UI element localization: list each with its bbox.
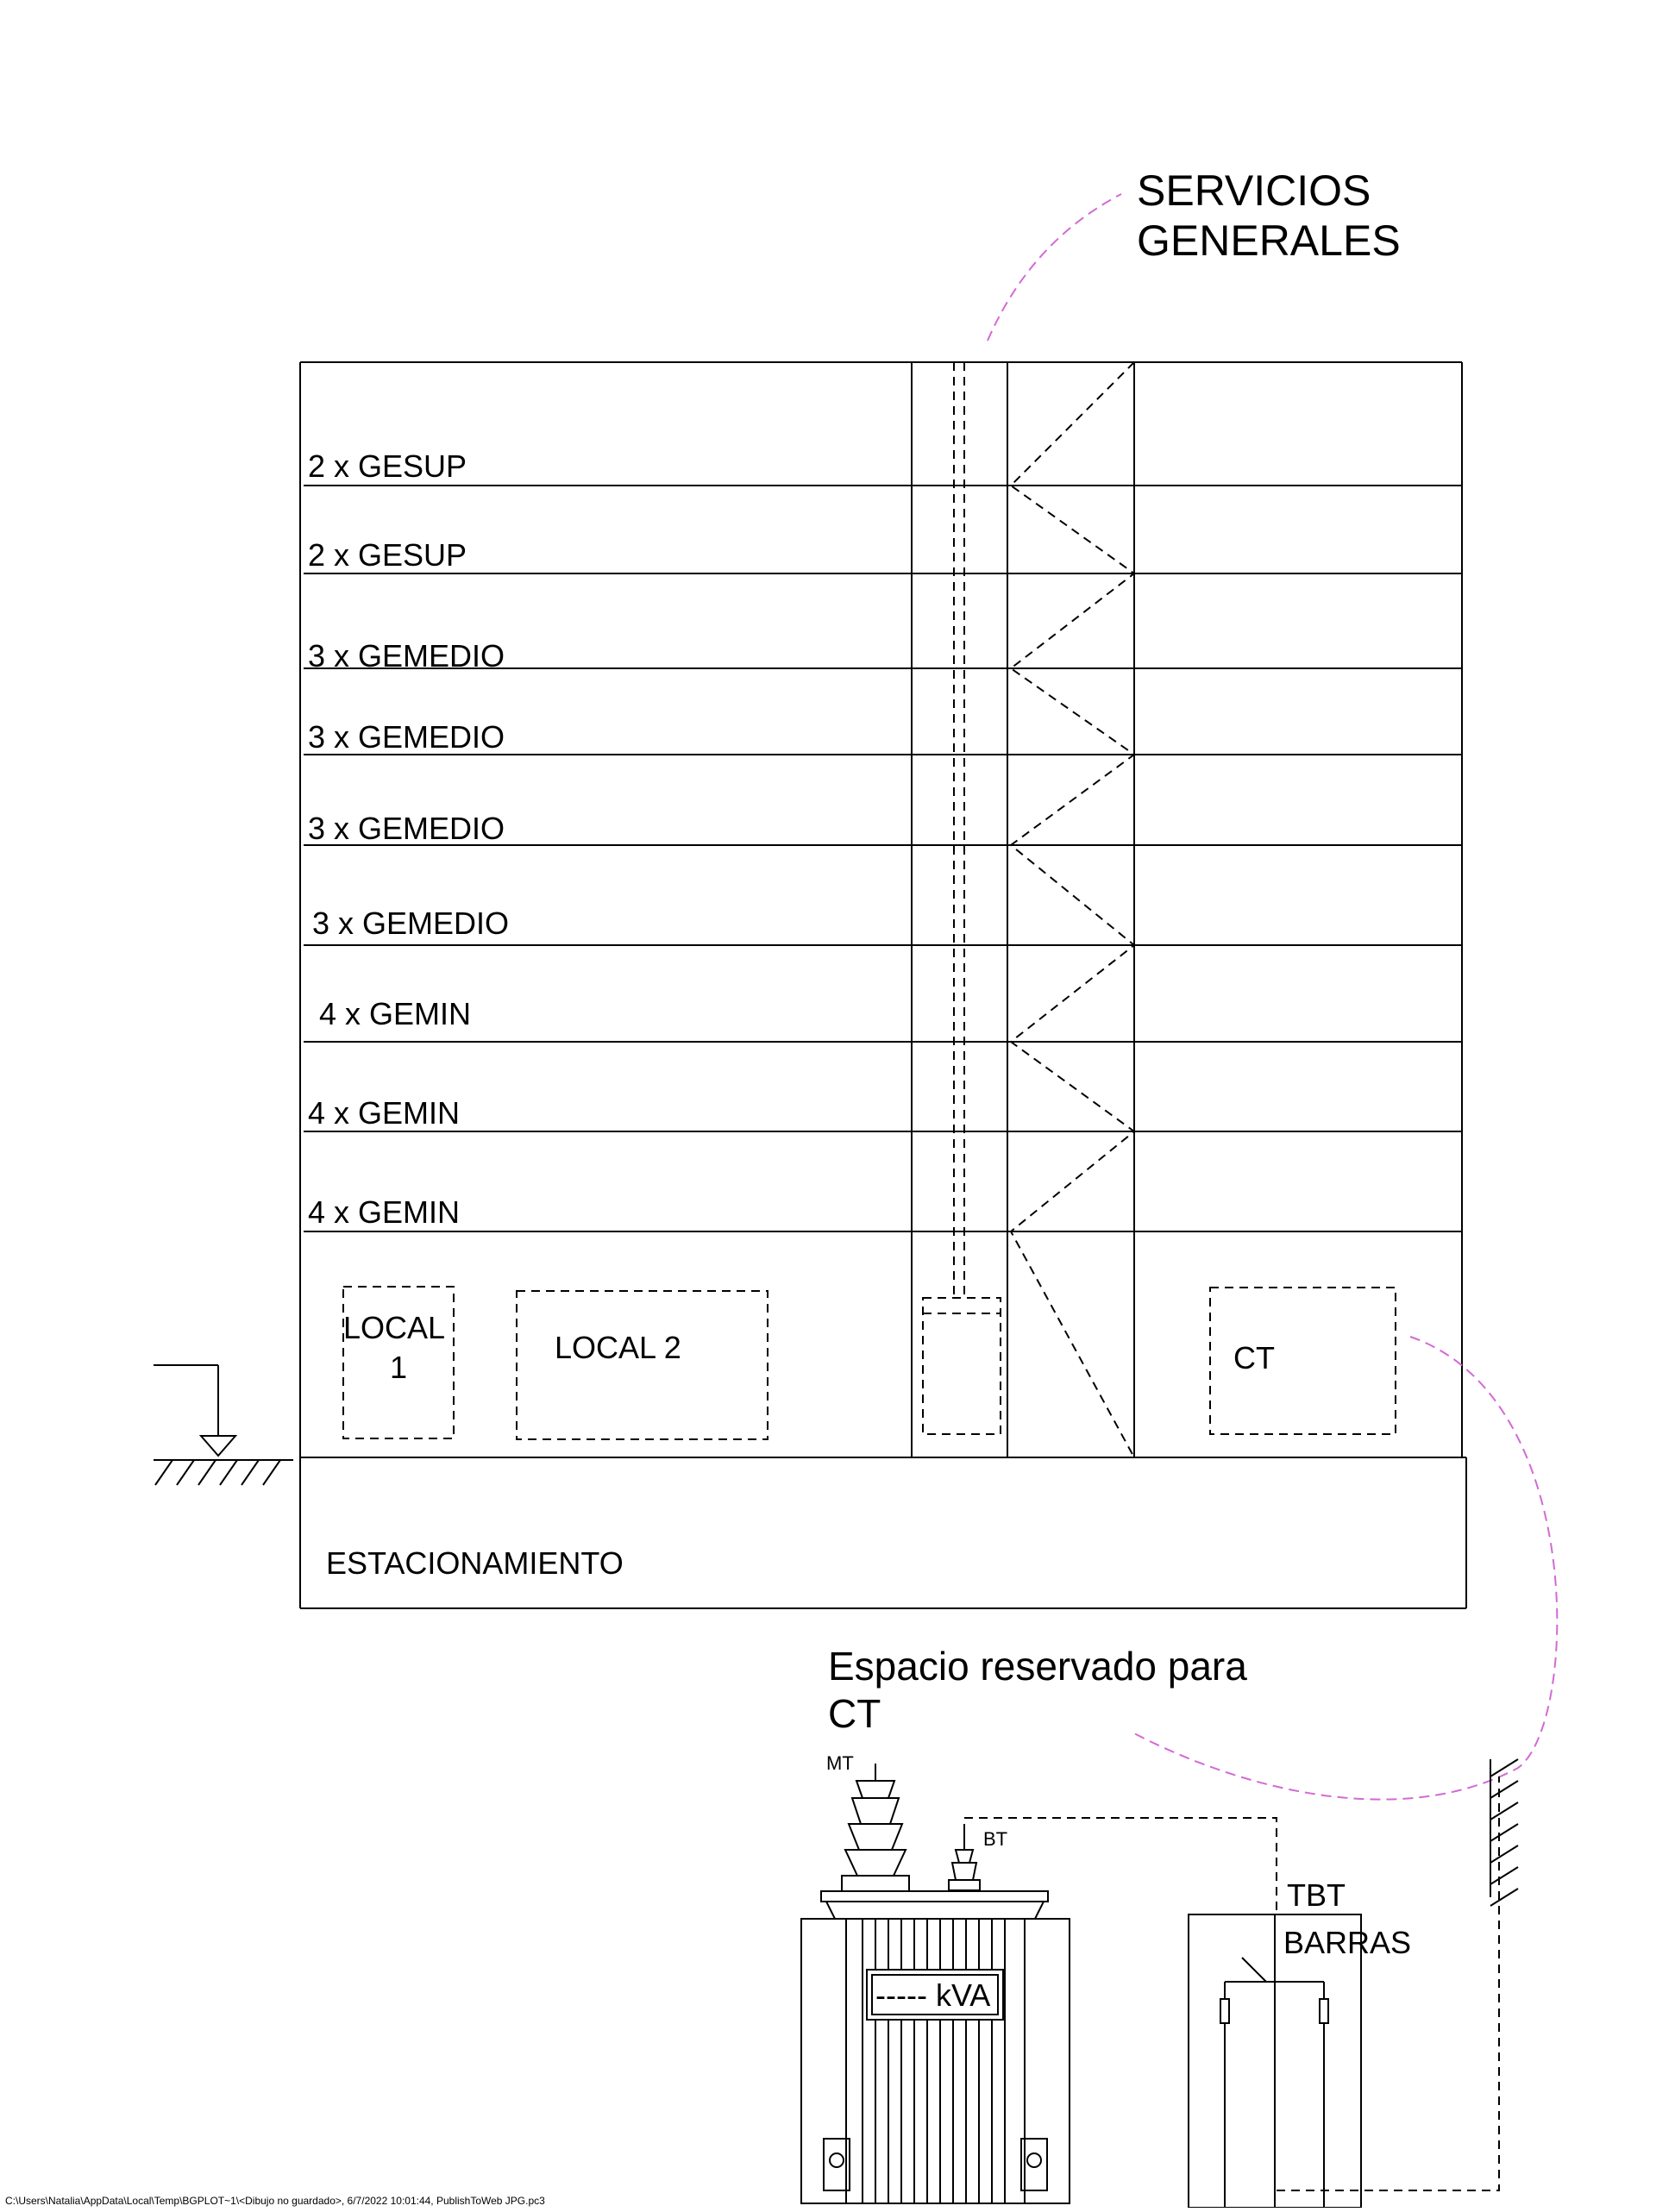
bt-cable — [964, 1818, 1277, 1913]
floor-lines — [304, 486, 1462, 1231]
title-line2: GENERALES — [1137, 216, 1401, 265]
barras-label: BARRAS — [1283, 1925, 1412, 1960]
plot-footer: C:\Users\Natalia\AppData\Local\Temp\BGPLOT~1\<Dibujo no guardado>, 6/7/2022 10:01:44, PublishToWeb JPG.pc3 — [5, 2195, 545, 2207]
floor-label: 3 x GEMEDIO — [308, 719, 505, 755]
local-2-label: LOCAL 2 — [555, 1330, 681, 1365]
floor-label: 4 x GEMIN — [308, 1095, 461, 1131]
building-frame — [300, 362, 1466, 1608]
floor-labels — [308, 448, 509, 1230]
ct-space-title-line1: Espacio reservado para — [828, 1644, 1247, 1689]
ct-leader-arc — [1134, 1337, 1557, 1800]
earth-ground-symbol — [1490, 1759, 1518, 1906]
floor-label: 3 x GEMEDIO — [312, 905, 510, 941]
basement-label: ESTACIONAMIENTO — [326, 1545, 624, 1581]
vertical-riser — [954, 362, 964, 1298]
ground-level-marker — [154, 1365, 293, 1485]
ct-space-title-line2: CT — [828, 1691, 881, 1736]
transformer-rating: ----- kVA — [875, 1977, 991, 2013]
title-leader-arc — [988, 194, 1121, 341]
tbt-label: TBT — [1287, 1877, 1346, 1913]
earth-cable — [1277, 1776, 1499, 2190]
local-1-label: 1 — [390, 1350, 408, 1385]
floor-label: 2 x GESUP — [308, 448, 467, 484]
mt-label: MT — [826, 1752, 854, 1774]
local-2-box — [517, 1291, 768, 1439]
title-line1: SERVICIOS — [1137, 166, 1371, 215]
ct-room-label: CT — [1233, 1340, 1275, 1375]
floor-label: 4 x GEMIN — [308, 1194, 461, 1230]
staircase-zigzag — [1011, 362, 1134, 1457]
floor-label: 3 x GEMEDIO — [308, 811, 505, 846]
floor-label: 3 x GEMEDIO — [308, 638, 505, 674]
local-1-label: LOCAL — [343, 1310, 446, 1345]
floor-label: 2 x GESUP — [308, 537, 467, 573]
bt-label: BT — [983, 1828, 1008, 1850]
meter-room-box — [923, 1298, 1001, 1434]
floor-label: 4 x GEMIN — [319, 996, 472, 1031]
